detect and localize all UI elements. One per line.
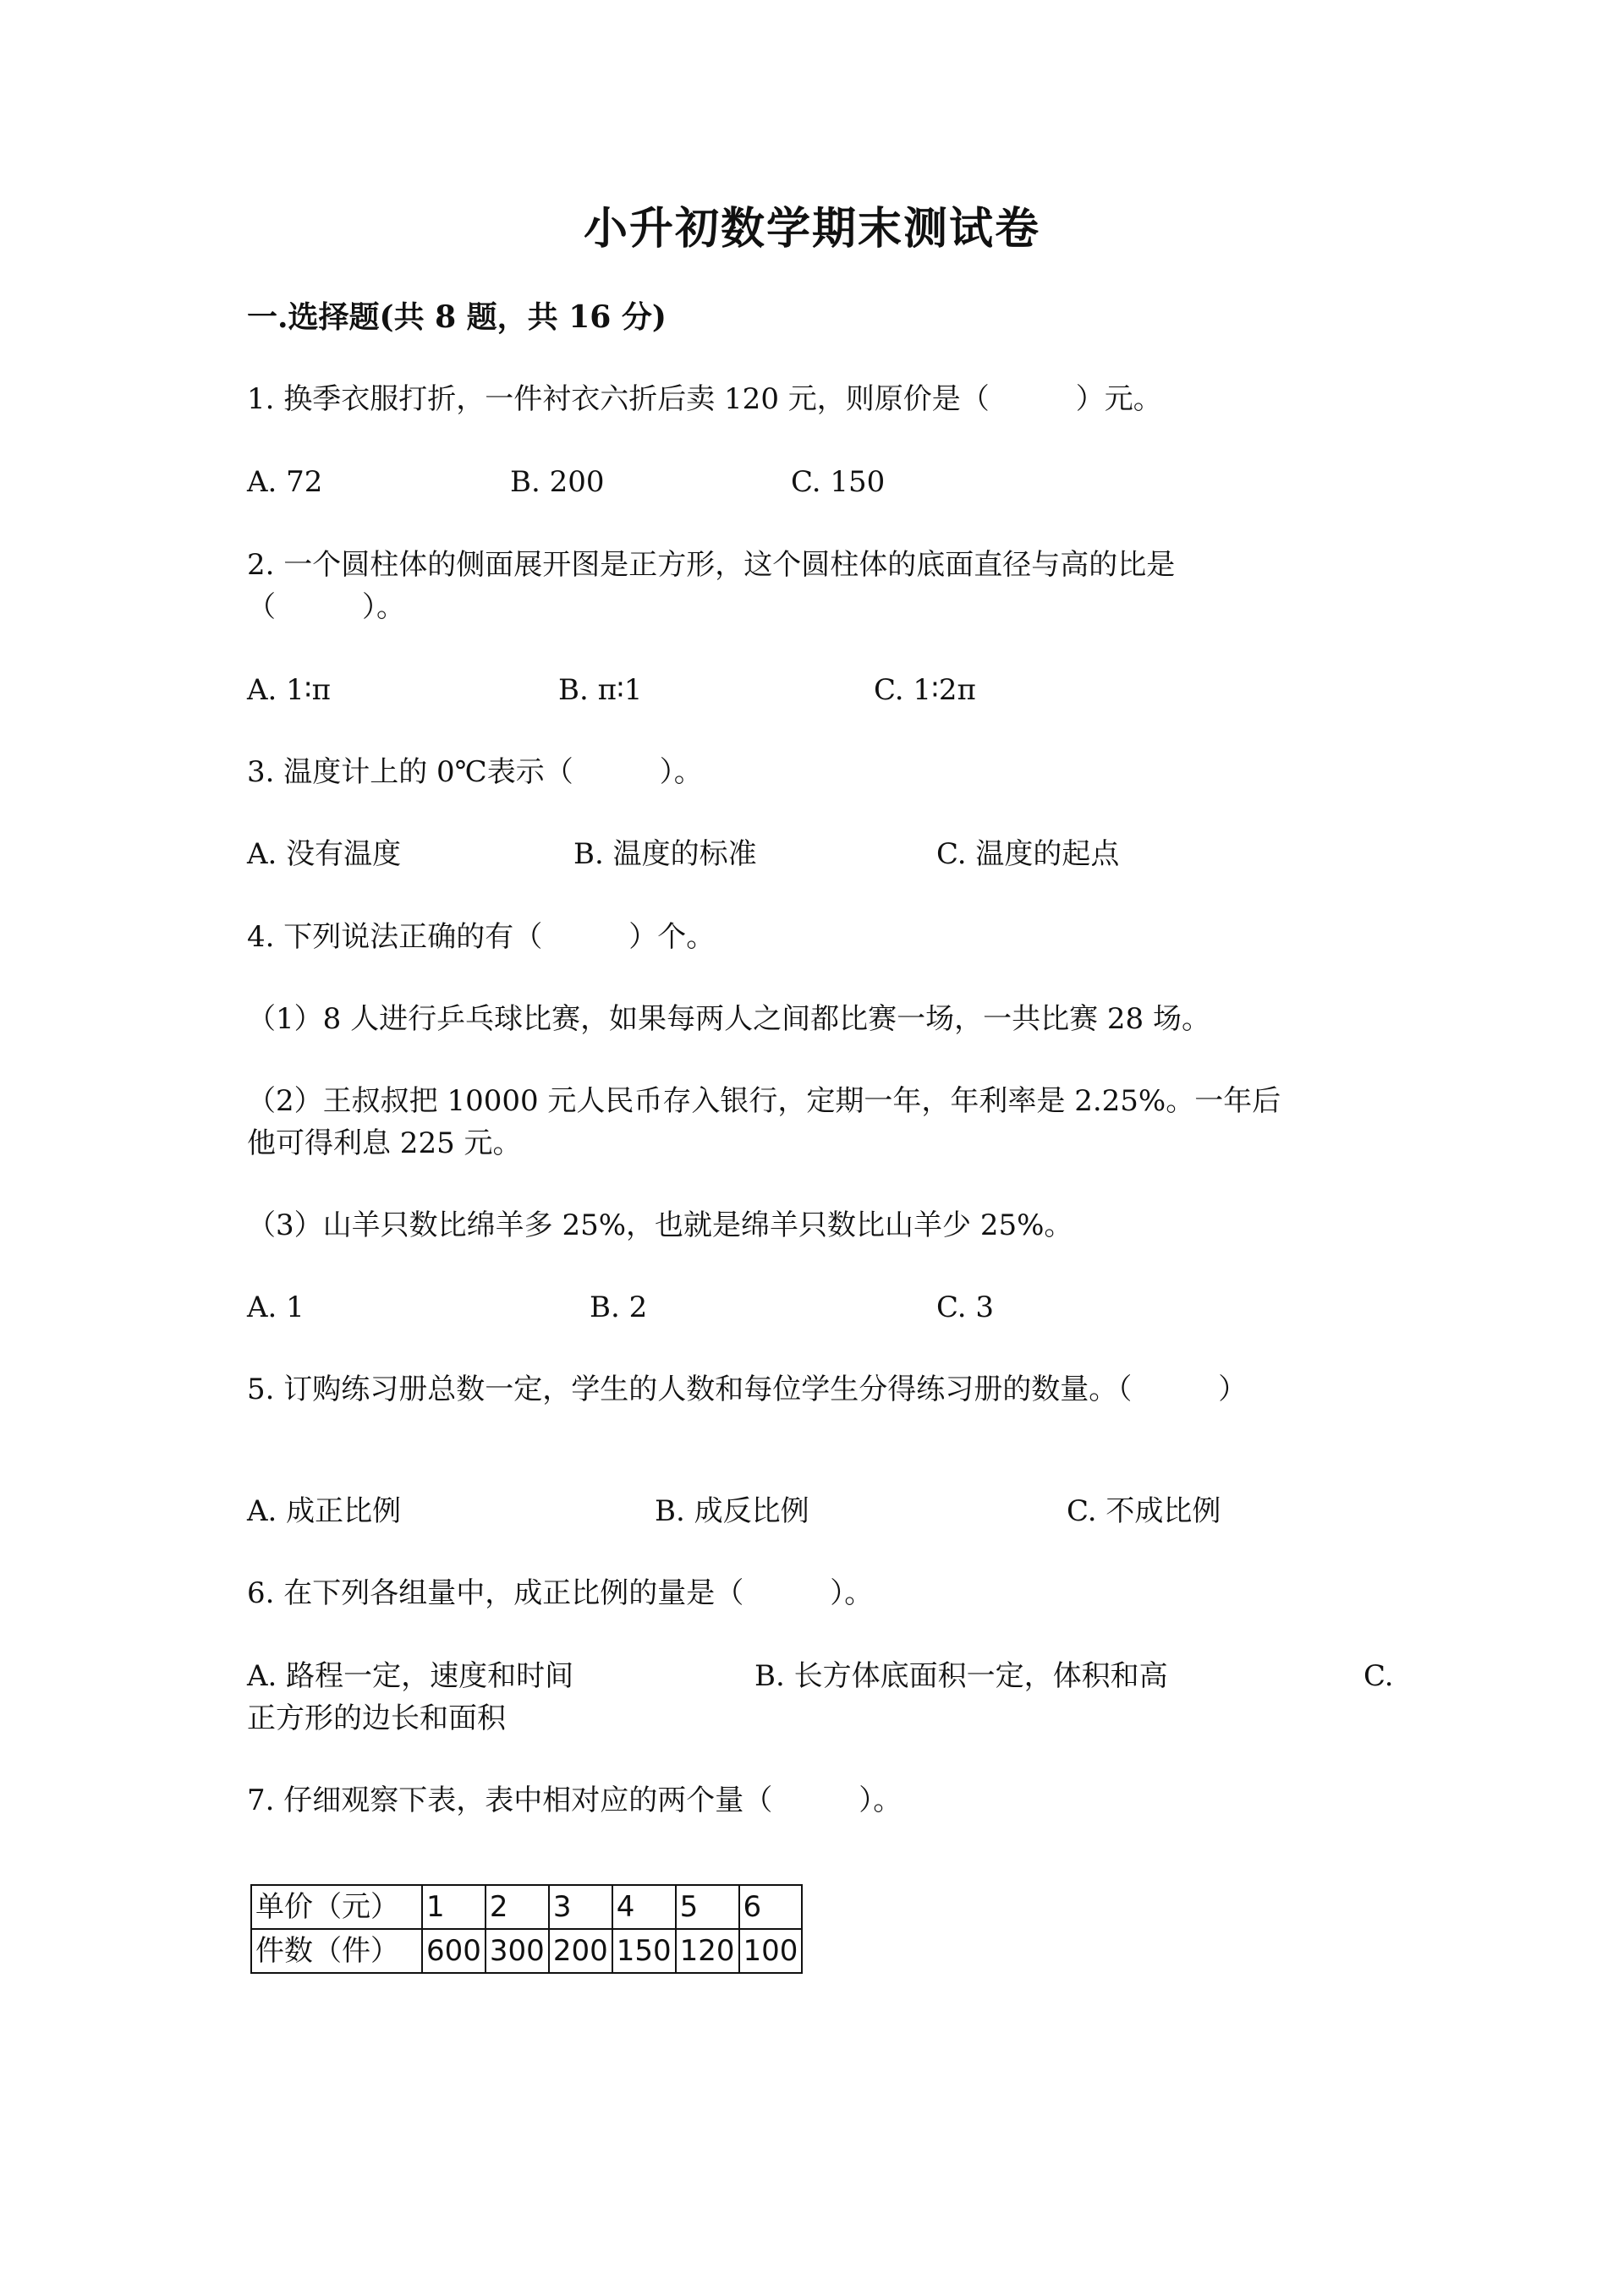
question-6-option-b: B. 长方体底面积一定，体积和高 bbox=[754, 1659, 1168, 1693]
section-heading: 一.选择题(共 8 题，共 16 分) bbox=[247, 299, 667, 335]
question-6-option-c-continued: 正方形的边长和面积 bbox=[247, 1701, 506, 1735]
question-4-statement-1: （1）8 人进行乒乓球比赛，如果每两人之间都比赛一场，一共比赛 28 场。 bbox=[247, 1002, 1210, 1036]
question-3-text: 3. 温度计上的 0℃表示（ ）。 bbox=[247, 755, 703, 789]
table-cell: 6 bbox=[739, 1885, 803, 1929]
price-quantity-table bbox=[250, 1884, 803, 1974]
question-5-text: 5. 订购练习册总数一定，学生的人数和每位学生分得练习册的数量。（ ） bbox=[247, 1373, 1248, 1406]
table-cell: 1 bbox=[422, 1885, 486, 1929]
table-cell: 300 bbox=[486, 1929, 549, 1973]
question-2-option-c: C. 1∶2π bbox=[874, 673, 976, 707]
table-row bbox=[251, 1929, 802, 1973]
question-2-option-b: B. π∶1 bbox=[558, 673, 643, 707]
question-3-option-b: B. 温度的标准 bbox=[573, 837, 757, 871]
table-cell: 120 bbox=[676, 1929, 739, 1973]
question-1-option-a: A. 72 bbox=[247, 465, 323, 499]
table-row bbox=[251, 1885, 802, 1929]
question-2-text-line-1: 2. 一个圆柱体的侧面展开图是正方形，这个圆柱体的底面直径与高的比是 bbox=[247, 548, 1176, 582]
question-6-option-c: C. bbox=[1363, 1659, 1394, 1693]
question-1-option-c: C. 150 bbox=[791, 465, 886, 499]
question-5-option-a: A. 成正比例 bbox=[247, 1494, 402, 1528]
page-title: 小升初数学期末测试卷 bbox=[583, 203, 1040, 255]
question-5-option-b: B. 成反比例 bbox=[655, 1494, 809, 1528]
table-cell: 3 bbox=[549, 1885, 612, 1929]
table-cell: 200 bbox=[549, 1929, 612, 1973]
question-2-text-line-2: （ ）。 bbox=[247, 590, 405, 624]
table-row-label: 件数（件） bbox=[251, 1929, 422, 1973]
question-1-option-b: B. 200 bbox=[510, 465, 605, 499]
question-4-text: 4. 下列说法正确的有（ ）个。 bbox=[247, 920, 716, 954]
table-cell: 600 bbox=[422, 1929, 486, 1973]
table-cell: 4 bbox=[612, 1885, 676, 1929]
question-2-option-a: A. 1∶π bbox=[247, 673, 331, 707]
question-7-text: 7. 仔细观察下表，表中相对应的两个量（ ）。 bbox=[247, 1784, 903, 1817]
question-5-option-c: C. 不成比例 bbox=[1067, 1494, 1221, 1528]
table-cell: 2 bbox=[486, 1885, 549, 1929]
data-table bbox=[250, 1884, 803, 1974]
question-4-statement-2-line-1: （2）王叔叔把 10000 元人民币存入银行，定期一年，年利率是 2.25%。一年后 bbox=[247, 1084, 1281, 1118]
table-row-label: 单价（元） bbox=[251, 1885, 422, 1929]
question-3-option-a: A. 没有温度 bbox=[247, 837, 402, 871]
question-4-option-c: C. 3 bbox=[936, 1290, 995, 1324]
question-1-text: 1. 换季衣服打折，一件衬衣六折后卖 120 元，则原价是（ ）元。 bbox=[247, 382, 1162, 416]
table-cell: 100 bbox=[739, 1929, 803, 1973]
question-6-text: 6. 在下列各组量中，成正比例的量是（ ）。 bbox=[247, 1576, 874, 1610]
table-cell: 150 bbox=[612, 1929, 676, 1973]
question-3-option-c: C. 温度的起点 bbox=[936, 837, 1120, 871]
question-4-statement-2-line-2: 他可得利息 225 元。 bbox=[247, 1126, 522, 1160]
question-4-statement-3: （3）山羊只数比绵羊多 25%，也就是绵羊只数比山羊少 25%。 bbox=[247, 1208, 1073, 1242]
question-4-option-b: B. 2 bbox=[590, 1290, 648, 1324]
question-4-option-a: A. 1 bbox=[247, 1290, 304, 1324]
question-6-option-a: A. 路程一定，速度和时间 bbox=[247, 1659, 574, 1693]
table-cell: 5 bbox=[676, 1885, 739, 1929]
